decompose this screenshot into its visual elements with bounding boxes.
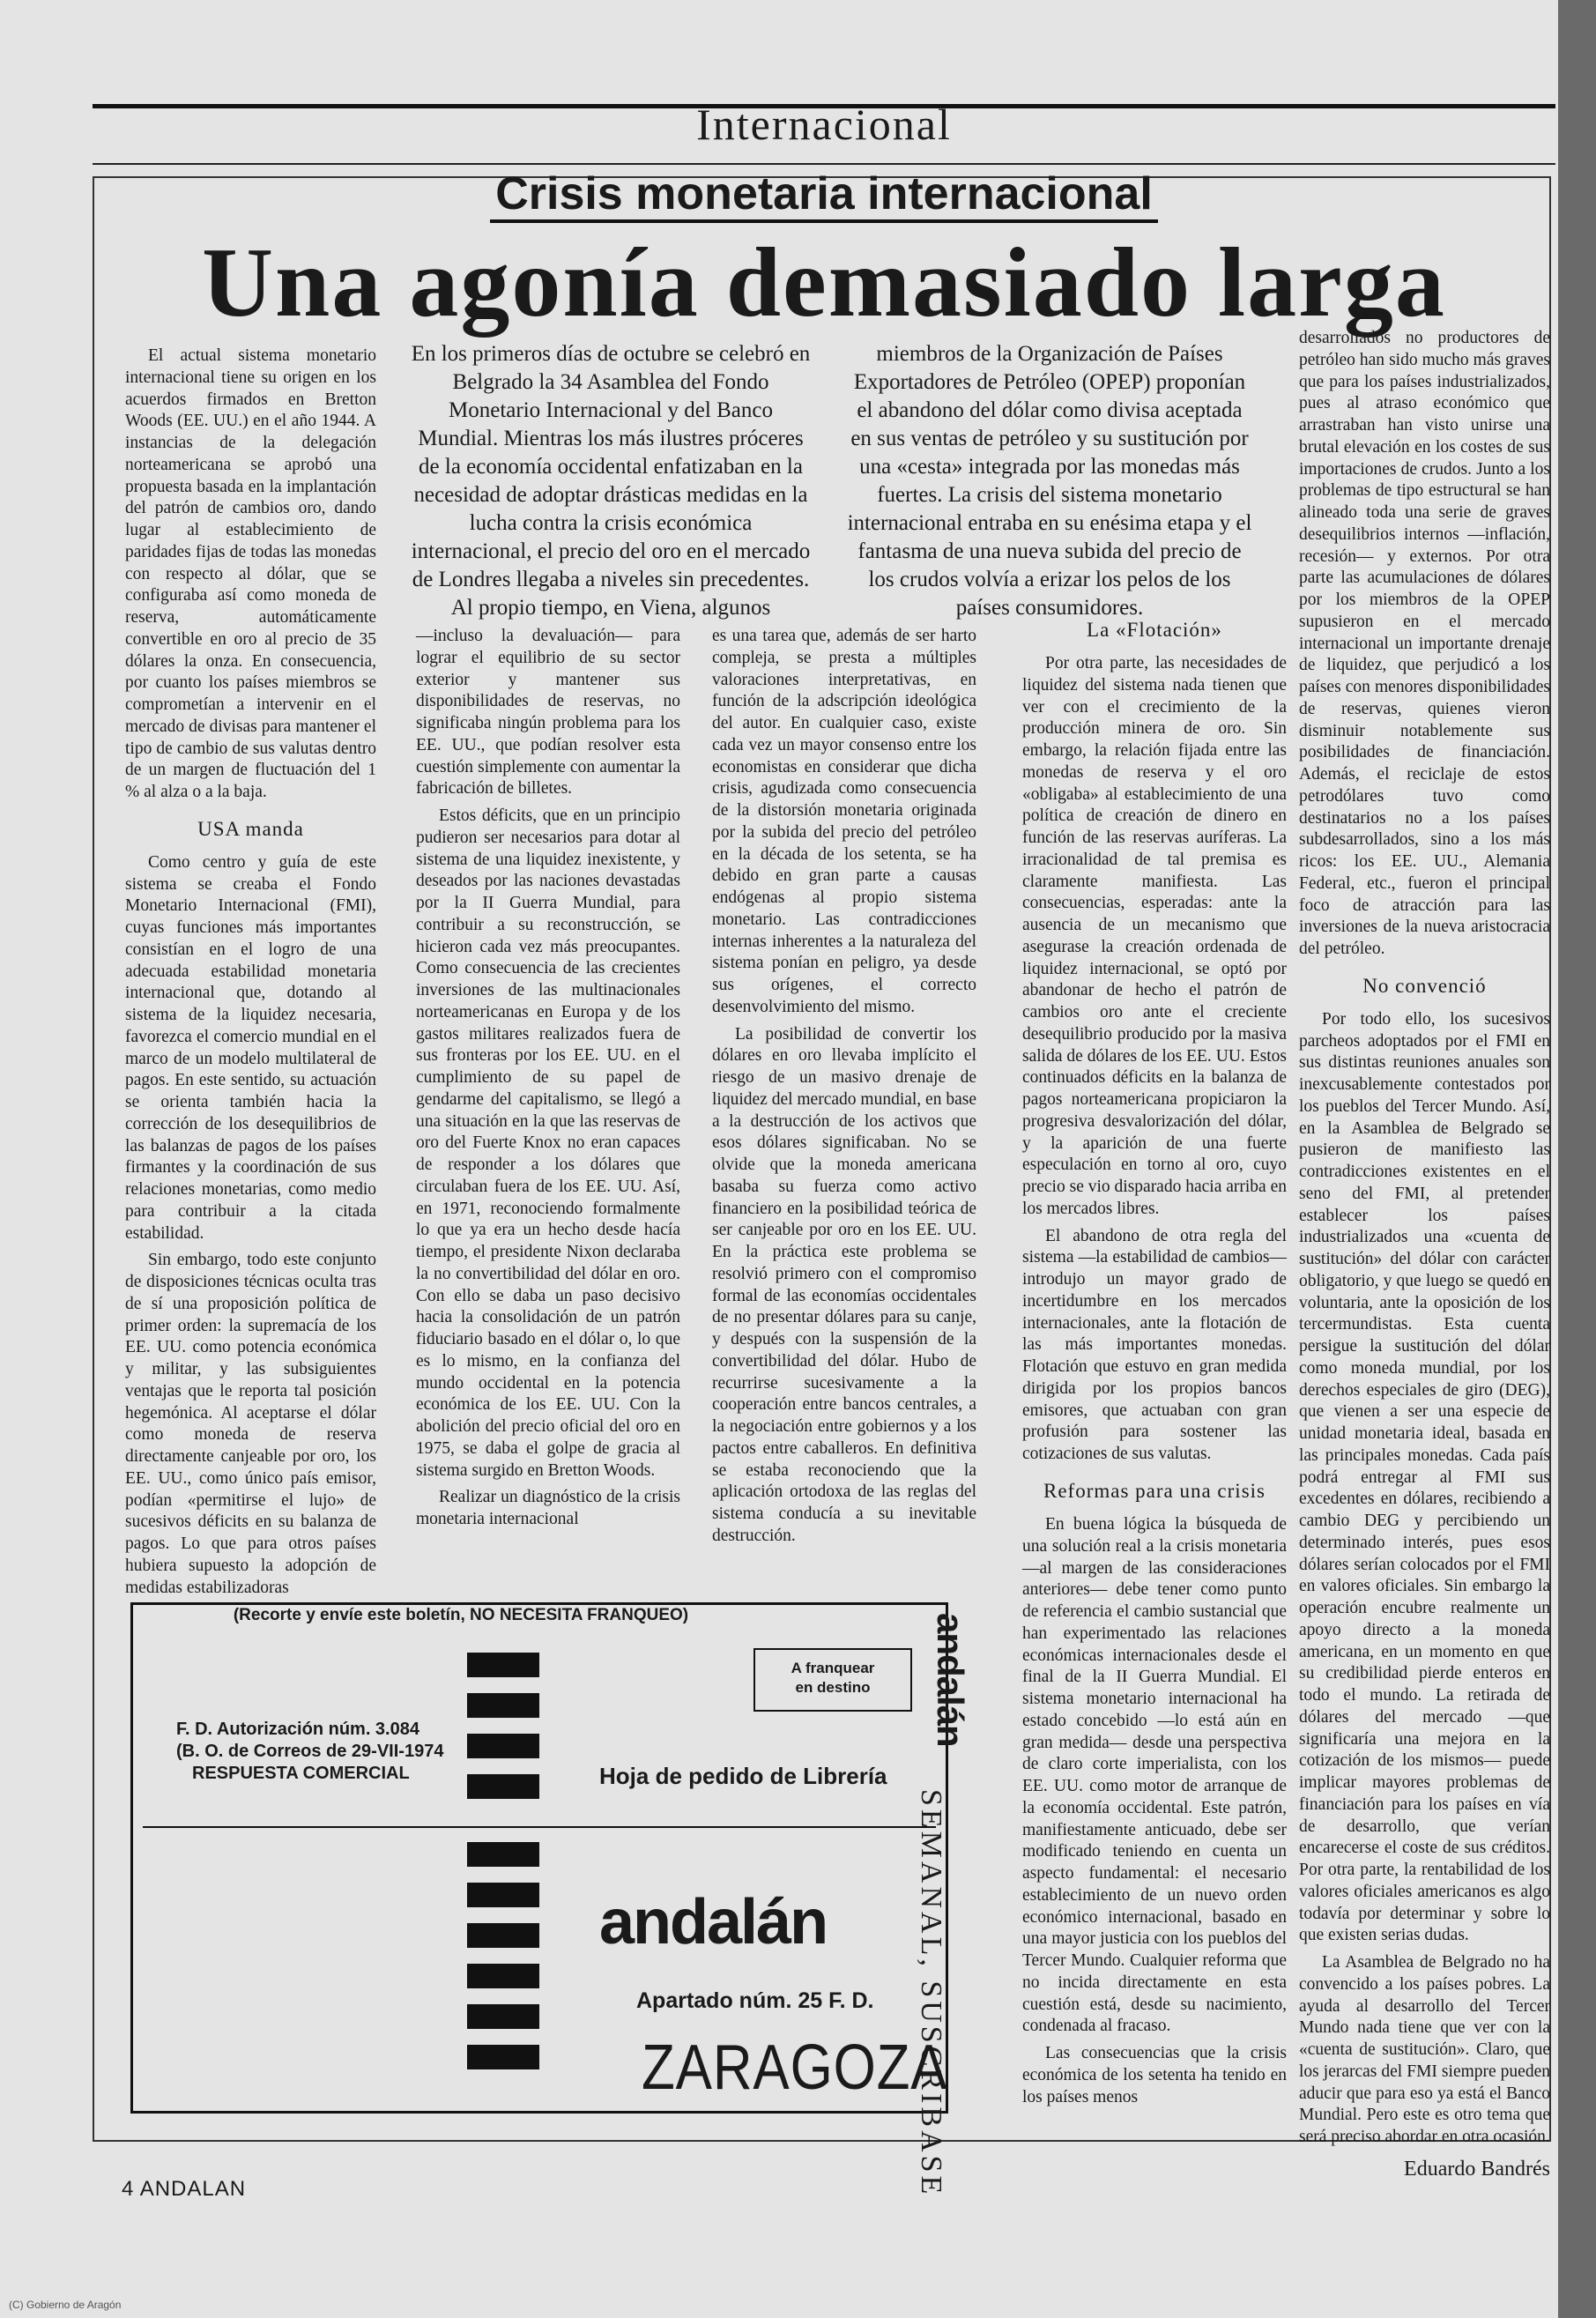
barcode-stripes-top [467, 1653, 539, 1799]
col3-paragraph-2: La posibilidad de convertir los dólares en oro llevaba implícito el riesgo de un masivo drenaje de liquidez del mercado mundial, en base a la destrucción de los activos que esos dólares significaban. No se olvide que la moneda americana basaba su fuerza como activo financiero en la posibilidad teórica de ser canjeable por oro en los EE. UU. En la práctica este problema se resolvió primero con el compromiso formal de las economías occidentales de no presentar dólares para su canje, y después con la suspensión de la convertibilidad del dólar. Hubo de recurrirse sucesivamente a la cooperación entre bancos centrales, a la negociación entre gobiernos y a los pactos entre caballeros. En definitiva se estaba reconociendo que la aplicación ortodoxa de las reglas del sistema conducía a su inevitable destrucción. [712, 1024, 976, 1545]
barcode-stripes-bottom [467, 1842, 539, 2069]
col5-paragraph-2: Por todo ello, los sucesivos parcheos adoptados por el FMI en sus distintas reuniones anuales son inexcusablemente contestados por los pueblos del Tercer Mundo. Así, en la Asamblea de Belgrado se pusieron de manifiesto las contradicciones existentes en el seno del FMI, al pretender establecer los países industrializados una «cuenta de sustitución» del dólar con carácter obligatorio, y que luego se quedó en voluntaria, ante la oposición de los tercermundistas. Esta cuenta persigue la sustitución del dólar como moneda mundial, por los derechos especiales de giro (DEG), que vienen a ser una especie de unidad monetaria ideal, basada en las principales monedas. Cada país podrá entregar al FMI sus excedentes en dólares, recibiendo a cambio DEG y percibiendo un determinado interés, pues esos dólares serían colocados por el FMI en valores oficiales. Sin embargo la operación encubre realmente un apoyo directo a la moneda americana, en un momento en que su credibilidad pierde enteros en todo el mundo. La retirada de dólares del mercado —que significaría una mejora en la cotización de los mismos— puede implicar mayores problemas de financiación para los países en vía de desarrollo, que verían encarecerse el coste de sus créditos. Por otra parte, la rentabilidad de los valores oficiales americanos es algo todavía por determinar y sobre lo que existen serias dudas. [1299, 1009, 1550, 1945]
stripe [467, 1883, 539, 1907]
stripe [467, 1653, 539, 1677]
kicker-text: Crisis monetaria internacional [490, 168, 1158, 223]
postage-box [753, 1648, 912, 1712]
intro [407, 340, 1253, 622]
section-title: Internacional [696, 100, 952, 149]
stripe [467, 2045, 539, 2069]
col3-paragraph-1: es una tarea que, además de ser harto compleja, se presta a múltiples valoraciones interpretativas, en función de la adscripción ideológica del autor. En cualquier caso, existe cada vez un mayor consenso entre los economistas en considerar que dicha crisis, agudizada como consecuencia de la distorsión monetaria originada por la subida del precio del petróleo en la década de los setenta, se ha debido en gran parte a causas endógenas al propio sistema monetario. Las contradicciones internas inherentes a la naturaleza del sistema ponían en peligro, ya desde sus orígenes, el correcto desenvolvimiento del mismo. [712, 627, 976, 1016]
col4-paragraph-3: En buena lógica la búsqueda de una solución real a la crisis monetaria —al margen de las consideraciones anteriores— debe tener como punto de referencia el cambio sustancial que han experimentado las relaciones económicas internacionales desde el final de la II Guerra Mundial. El sistema monetario internacional ha estado concebido —lo está aún en gran medida— desde una perspectiva de claro corte imperialista, con los EE. UU. como motor de arranque de la economía occidental. Este patrón, manifiestamente anticuado, debe ser modificado teniendo en cuenta un aspecto fundamental: el necesario establecimiento de un nuevo orden económico internacional, basado en una mayor justicia con los pueblos del Tercer Mundo. Cualquier reforma que no incida directamente en esta cuestión está, desde su nacimiento, condenada al fracaso. [1022, 1515, 1287, 2036]
vertical-logo: andalán [930, 1613, 971, 1747]
subhead-usa-manda: USA manda [197, 817, 304, 840]
column-3 [712, 626, 976, 1553]
order-title: Hoja de pedido de Librería [599, 1763, 887, 1789]
intro-text: En los primeros días de octubre se celebró en Belgrado la 34 Asamblea del Fondo Monetario Internacional y del Banco Mundial. Mientras los más ilustres próceres de la economía occidental enfatizaban en la necesidad de adoptar drásticas medidas en la lucha contra la crisis económica internacional, el precio del oro en el mercado de Londres llegaba a niveles sin precedentes. Al propio tiempo, en Viena, algunos miembros de la Organización de Países Exportadores de Petróleo (OPEP) proponían el abandono del dólar como divisa aceptada en sus ventas de petróleo y su sustitución por una «cesta» integrada por las monedas más fuertes. La crisis del sistema monetario internacional entraba en su enésima etapa y el fantasma de una nueva subida del precio de los crudos volvía a erizar los pelos de los países consumidores. [411, 342, 1252, 620]
stripe [467, 1964, 539, 1988]
author-signature: Eduardo Bandrés [1404, 2157, 1550, 2181]
stripe [467, 1774, 539, 1799]
col2-paragraph-2: Estos déficits, que en un principio pudieron ser necesarios para dotar al sistema de una liquidez inexistente, y deseados por las naciones devastadas por la II Guerra Mundial, para contribuir a su reconstrucción, se hicieron cada vez más preocupantes. Como consecuencia de las crecientes inversiones de las multinacionales norteamericanas en Europa y de los gastos militares realizados fuera de sus fronteras por los EE. UU. en el cumplimiento de su papel de gendarme del capitalismo, se llegó a una situación en la que las reservas de oro del Fuerte Knox no eran capaces de responder a los dólares que circulaban fuera de los EE. UU. Así, en 1971, reconociendo formalmente lo que ya era un hecho desde hacía tiempo, el presidente Nixon declaraba la no convertibilidad del dólar en oro. Con ello se daba un paso decisivo hacia la consolidación de un patrón fiduciario basado en el dólar o, lo que es lo mismo, en la confianza del mundo occidental en la potencia económica de los EE. UU. Con la abolición del precio oficial del oro en 1975, se daba el golpe de gracia al sistema surgido en Bretton Woods. [416, 806, 680, 1480]
col4-paragraph-2: El abandono de otra regla del sistema —la estabilidad de cambios— introdujo un mayor grado de incertidumbre en los mercados internacionales, ante la flotación de las más importantes monedas. Flotación que estuvo en gran medida dirigida por los propios bancos emisores, que actuaban con gran profusión para sostener las cotizaciones de sus valutas. [1022, 1226, 1287, 1464]
stripe [467, 1923, 539, 1948]
subhead-flotacion: La «Flotación» [1087, 619, 1222, 641]
authorization-block [176, 1719, 443, 1785]
subhead-reformas: Reformas para una crisis [1043, 1479, 1266, 1502]
col5-paragraph-1: desarrollados no productores de petróleo han sido mucho más graves que para los países industrializados, pues al atraso económico que arrastraban han visto unirse una brutal elevación en los costes de sus importaciones de crudos. Junto a los problemas de tipo estructural se han alineado toda una serie de graves desequilibrios internos —inflación, recesión— y externos. Por otra parte las acumulaciones de dólares por los miembros de la OPEP supusieron en el mercado internacional un importante drenaje de liquidez, que perjudicó a los países con menores disponibilidades de reservas, quienes vieron disminuir notablemente sus posibilidades de financiación. Además, el reciclaje de estos petrodólares tuvo como destinatarios no a los países subdesarrollados, sino a los más ricos: los EE. UU., Alemania Federal, etc., fueron el principal foco de atracción para las inversiones de la nueva aristocracia del petróleo. [1299, 329, 1550, 958]
stripe [467, 2004, 539, 2029]
authorization-line-2: (B. O. de Correos de 29-VII-1974 [176, 1742, 444, 1761]
subhead-no-convencio: No convenció [1362, 974, 1487, 997]
col1-paragraph-1: El actual sistema monetario internacional tiene su origen en los acuerdos firmados en Bretton Woods (EE. UU.) en el año 1944. A instancias de la delegación norteamericana se aprobó una propuesta basada en la implantación del patrón de cambios oro, dando lugar al establecimiento de paridades fijas de todas las monedas con respecto al dólar, que se configuraba así como moneda de reserva, automáticamente convertible en oro al precio de 35 dólares la onza. En consecuencia, por cuanto los países miembros se comprometían a intervenir en el mercado de divisas para mantener el tipo de cambio de sus valutas dentro de un margen de fluctuación del 1 % al alza o a la baja. [125, 346, 376, 801]
column-5 [1299, 328, 1550, 2182]
col2-paragraph-1: —incluso la devaluación— para lograr el equilibrio de su sector exterior y mantener sus disponibilidades de reservas, no significaba ningún problema para los EE. UU., que podían resolver esta cuestión simplemente con aumentar la fabricación de billetes. [416, 627, 680, 799]
stripe [467, 1842, 539, 1867]
kicker [93, 167, 1555, 220]
column-2 [416, 626, 680, 1536]
address-line: Apartado núm. 25 F. D. [636, 1988, 874, 2013]
stripe [467, 1693, 539, 1718]
authorization-line-1: F. D. Autorización núm. 3.084 [176, 1720, 419, 1739]
postage-line-1: A franquear [791, 1660, 875, 1676]
col5-paragraph-3: La Asamblea de Belgrado no ha convencido a los países pobres. La ayuda al desarrollo del Tercer Mundo nada tiene que ver con la «cuenta de sustitución». Claro, que los jerarcas del FMI siempre pueden aducir que para eso ya está el Banco Mundial. Pero este es otro tema que será preciso abordar en otra ocasión. [1299, 1953, 1550, 2147]
col2-paragraph-3: Realizar un diagnóstico de la crisis monetaria internacional [416, 1488, 680, 1528]
section-rule [93, 163, 1555, 165]
col4-paragraph-1: Por otra parte, las necesidades de liquidez del sistema nada tienen que ver con el crecimiento de la producción minera de oro. Sin embargo, la relación fijada entre las monedas de reserva y el oro «obligaba» al establecimiento de una política de creación de dinero en función de las reservas auríferas. La irracionalidad de tal premisa es claramente manifiesta. Las consecuencias, esperadas: ante la ausencia de un mecanismo que asegurase la creación ordenada de liquidez internacional, se optó por abandonar de hecho el patrón de cambios oro ante el creciente desequilibrio producido por la masiva salida de dólares de los EE. UU. Estos continuados déficits en la balanza de pagos norteamericana propiciaron la progresiva desvalorización del dólar, y la aparición de una fuerte especulación en torno al oro, cuyo precio se vio disparado hacia arriba en los mercados libres. [1022, 654, 1287, 1218]
col4-paragraph-4: Las consecuencias que la crisis económica de los setenta ha tenido en los países menos [1022, 2044, 1287, 2106]
coupon-divider [143, 1826, 936, 1828]
page-edge [1558, 0, 1596, 2318]
city-zaragoza: ZARAGOZA [642, 2032, 948, 2103]
coupon-header: (Recorte y envíe este boletín, NO NECESITA FRANQUEO) [233, 1606, 689, 1624]
col1-paragraph-2: Como centro y guía de este sistema se creaba el Fondo Monetario Internacional (FMI), cuyas funciones más importantes consistían en el logro de una adecuada estabilidad monetaria internacional que, dotando al sistema de la liquidez necesaria, favorezca el comercio mundial en el marco de un modelo multilateral de pagos. En este sentido, su actuación se orienta también hacia la corrección de los desequilibrios de las balanzas de pagos de los países firmantes y la coordinación de sus relaciones monetarias, como medio para contribuir a la citada estabilidad. [125, 852, 376, 1243]
column-1 [125, 345, 376, 1604]
stripe [467, 1734, 539, 1758]
andalan-logo: andalán [599, 1887, 828, 1958]
vertical-subscribe: SEMANAL, SUSCRIBASE [915, 1789, 947, 2198]
col1-paragraph-3: Sin embargo, todo este conjunto de disposiciones técnicas oculta tras de sí una proposición política de primer orden: la supremacía de los EE. UU. como potencia económica y militar, y las subsiguientes ventajas que le reporta tal posición hegemónica. Al aceptarse el dólar como moneda de reserva directamente canjeable por oro, los EE. UU., como único país emisor, podían «permitirse el lujo» de sucesivos déficits en su balanza de pagos. Lo que para otros países hubiera supuesto la adopción de medidas estabilizadoras [125, 1251, 376, 1597]
postage-line-2: en destino [795, 1679, 871, 1697]
authorization-line-3: RESPUESTA COMERCIAL [192, 1764, 410, 1783]
column-4 [1022, 617, 1287, 2114]
page-footer: 4 ANDALAN [122, 2177, 247, 2201]
headline: Una agonía demasiado larga [202, 228, 1446, 338]
copyright-note: (C) Gobierno de Aragón [9, 2299, 122, 2311]
